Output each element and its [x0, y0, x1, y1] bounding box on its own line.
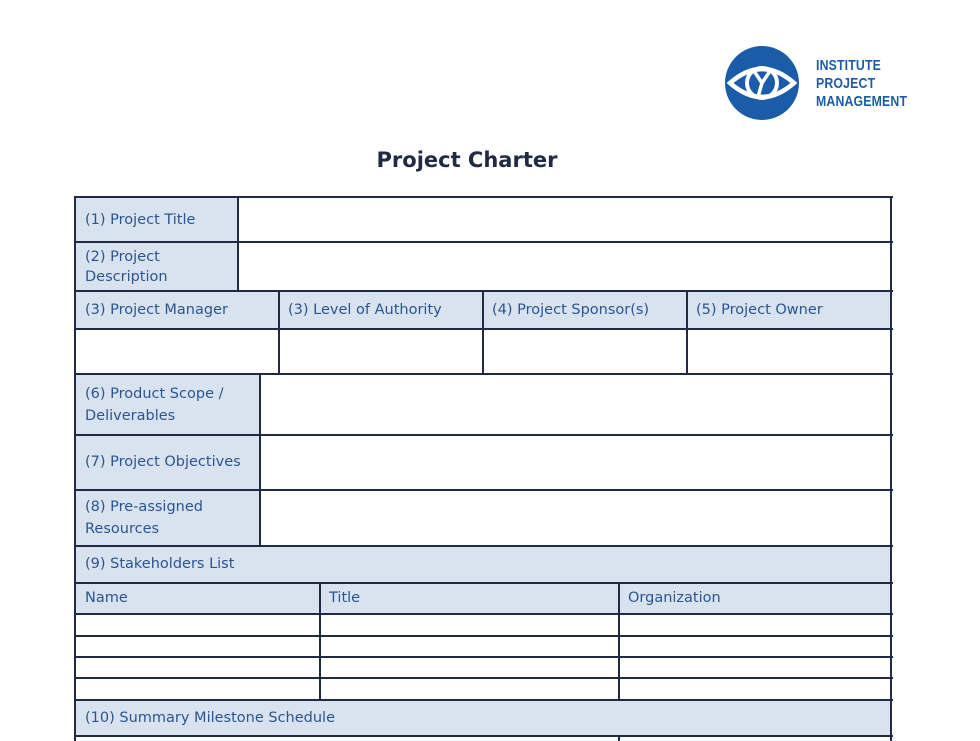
table-border — [686, 290, 688, 375]
project-description-label: (2) Project Description — [76, 242, 238, 291]
stakeholder-row-3-organization[interactable] — [619, 657, 891, 678]
stakeholder-col-organization: Organization — [619, 583, 891, 614]
stakeholders-list-label: (9) Stakeholders List — [76, 546, 891, 583]
stakeholder-row-3-name[interactable] — [76, 657, 320, 678]
document-title: Project Charter — [376, 148, 558, 172]
stakeholder-row-4-title[interactable] — [320, 678, 619, 700]
level-of-authority-field[interactable] — [279, 329, 483, 374]
project-title-field[interactable] — [238, 198, 891, 242]
table-border — [74, 656, 893, 658]
milestone-schedule-label: (10) Summary Milestone Schedule — [76, 700, 891, 736]
table-border — [482, 290, 484, 375]
table-border — [74, 489, 893, 491]
logo-line-2: PROJECT — [816, 75, 876, 92]
stakeholder-row-2-organization[interactable] — [619, 636, 891, 657]
project-owner-label: (5) Project Owner — [687, 291, 891, 329]
table-border — [74, 677, 893, 679]
stakeholder-row-1-title[interactable] — [320, 614, 619, 636]
project-manager-label: (3) Project Manager — [76, 291, 279, 329]
preassigned-resources-field[interactable] — [260, 490, 891, 546]
table-border — [278, 290, 280, 375]
table-border — [74, 635, 893, 637]
stakeholder-row-4-name[interactable] — [76, 678, 320, 700]
table-border — [618, 735, 620, 741]
table-border — [890, 196, 892, 741]
table-border — [618, 582, 620, 701]
table-border — [74, 582, 893, 584]
project-sponsors-field[interactable] — [483, 329, 687, 374]
table-border — [74, 196, 76, 741]
project-owner-field[interactable] — [687, 329, 891, 374]
stakeholder-row-1-organization[interactable] — [619, 614, 891, 636]
logo-wordmark — [816, 57, 907, 111]
logo-line-1: INSTITUTE — [816, 57, 882, 74]
stakeholder-row-2-name[interactable] — [76, 636, 320, 657]
eye-logo-icon — [724, 45, 800, 121]
logo-line-3: MANAGEMENT — [816, 93, 908, 110]
product-scope-field[interactable] — [260, 374, 891, 435]
project-title-label: (1) Project Title — [76, 198, 238, 242]
project-manager-field[interactable] — [76, 329, 279, 374]
table-border — [237, 196, 239, 291]
table-border — [74, 241, 893, 243]
stakeholder-col-title: Title — [320, 583, 619, 614]
stakeholder-col-name: Name — [76, 583, 320, 614]
stakeholder-row-2-title[interactable] — [320, 636, 619, 657]
product-scope-label: (6) Product Scope / Deliverables — [76, 374, 260, 435]
table-border — [259, 373, 261, 547]
table-border — [74, 613, 893, 615]
project-description-field[interactable] — [238, 242, 891, 291]
table-border — [74, 545, 893, 547]
level-of-authority-label: (3) Level of Authority — [279, 291, 483, 329]
stakeholder-row-3-title[interactable] — [320, 657, 619, 678]
stakeholder-row-4-organization[interactable] — [619, 678, 891, 700]
table-border — [74, 196, 893, 198]
stakeholder-row-1-name[interactable] — [76, 614, 320, 636]
table-border — [74, 735, 893, 737]
table-border — [74, 699, 893, 701]
project-objectives-label: (7) Project Objectives — [76, 435, 260, 490]
table-border — [319, 582, 321, 701]
project-objectives-field[interactable] — [260, 435, 891, 490]
preassigned-resources-label: (8) Pre-assigned Resources — [76, 490, 260, 546]
institute-logo — [724, 45, 924, 123]
project-sponsors-label: (4) Project Sponsor(s) — [483, 291, 687, 329]
table-border — [74, 434, 893, 436]
